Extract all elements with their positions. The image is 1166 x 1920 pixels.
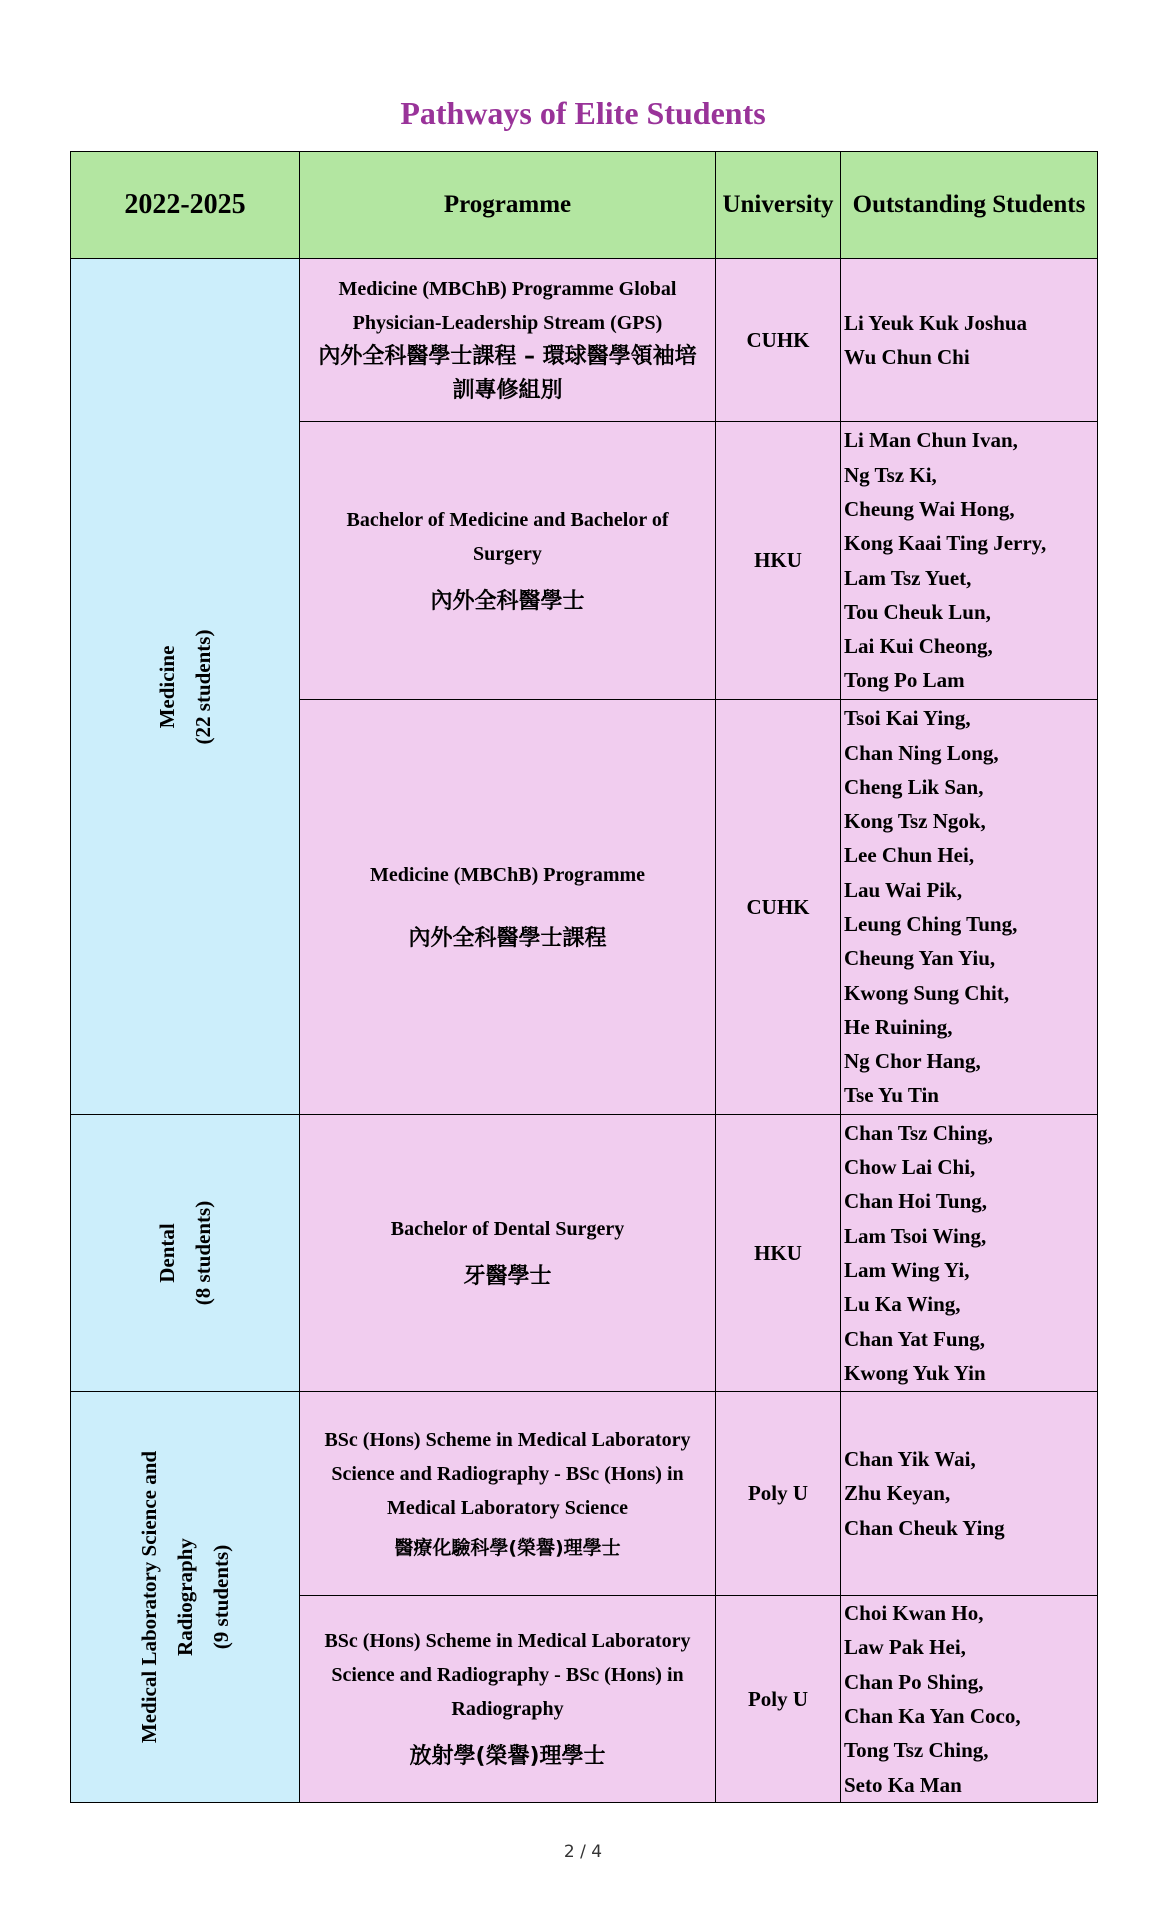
programme-name-en: Medicine (MBChB) Programme Global Physician-Leadership Stream (GPS) xyxy=(338,278,677,334)
students-cell xyxy=(841,1596,1098,1803)
programme-name-zh: 內外全科醫學士課程 xyxy=(408,926,607,951)
student-name: Kong Kaai Ting Jerry, xyxy=(844,531,1047,556)
pathways-table xyxy=(70,151,1098,1803)
student-name: Tsoi Kai Ying, xyxy=(844,706,971,731)
table-row xyxy=(71,1115,1098,1392)
student-name: Cheng Lik San, xyxy=(844,774,984,799)
category-count: (8 students) xyxy=(191,1200,215,1306)
programme-cell xyxy=(300,700,716,1115)
programme-name-en: Medicine (MBChB) Programme xyxy=(369,864,646,886)
student-name: Chan Yik Wai, xyxy=(844,1447,976,1472)
header-year: 2022-2025 xyxy=(71,152,300,259)
students-cell xyxy=(841,422,1098,700)
student-name: Kong Tsz Ngok, xyxy=(844,809,986,834)
programme-name-en: Bachelor of Dental Surgery xyxy=(390,1218,625,1240)
student-name: Choi Kwan Ho, xyxy=(844,1601,984,1626)
page-number: 2 / 4 xyxy=(563,1842,603,1862)
university-cell: Poly U xyxy=(716,1392,841,1596)
student-name: Chan Ka Yan Coco, xyxy=(844,1704,1021,1728)
student-name: Tse Yu Tin xyxy=(844,1083,939,1108)
programme-name-zh: 醫療化驗科學(榮譽)理學士 xyxy=(394,1536,621,1559)
university-cell: CUHK xyxy=(716,700,841,1115)
student-name: Chan Tsz Ching, xyxy=(844,1120,993,1145)
student-name: Chan Hoi Tung, xyxy=(844,1189,988,1214)
student-name: Li Man Chun Ivan, xyxy=(844,428,1018,453)
student-name: Chan Cheuk Ying xyxy=(844,1515,1005,1540)
student-name: Kwong Sung Chit, xyxy=(844,980,1010,1005)
page-title: Pathways of Elite Students xyxy=(400,95,766,131)
student-name: Lam Tsoi Wing, xyxy=(844,1223,987,1248)
student-name: Zhu Keyan, xyxy=(844,1481,951,1506)
category-medicine xyxy=(71,259,300,1115)
programme-cell xyxy=(300,259,716,422)
programme-cell xyxy=(300,422,716,700)
category-name: Medicine xyxy=(155,645,179,728)
student-name: Chan Po Shing, xyxy=(844,1669,984,1694)
student-name: Ng Chor Hang, xyxy=(844,1049,981,1074)
student-name: Cheung Yan Yiu, xyxy=(844,946,996,971)
students-cell xyxy=(841,1392,1098,1596)
programme-name-zh: 牙醫學士 xyxy=(463,1264,552,1289)
student-name: Law Pak Hei, xyxy=(844,1635,966,1660)
header-university: University xyxy=(716,152,841,259)
student-name: Lam Tsz Yuet, xyxy=(844,565,972,590)
students-cell xyxy=(841,700,1098,1115)
student-name: Lau Wai Pik, xyxy=(844,877,963,902)
student-name: Chan Ning Long, xyxy=(844,740,999,765)
university-cell: HKU xyxy=(716,422,841,700)
student-name: Tong Tsz Ching, xyxy=(844,1738,989,1763)
university-cell: HKU xyxy=(716,1115,841,1392)
programme-name-en: BSc (Hons) Scheme in Medical Laboratory Science and Radiography - BSc (Hons) in Medical Laboratory Science xyxy=(324,1428,691,1519)
student-name: Seto Ka Man xyxy=(844,1772,962,1797)
category-name-line1: Medical Laboratory Science and xyxy=(137,1450,161,1744)
category-count: (22 students) xyxy=(191,629,215,744)
student-name: Chan Yat Fung, xyxy=(844,1326,986,1351)
student-name: Li Yeuk Kuk Joshua xyxy=(844,310,1028,335)
student-name: Wu Chun Chi xyxy=(844,345,970,369)
category-name: Dental xyxy=(155,1223,179,1283)
student-name: Kwong Yuk Yin xyxy=(844,1360,986,1385)
student-name: Tong Po Lam xyxy=(844,668,965,693)
students-cell xyxy=(841,1115,1098,1392)
programme-name-en: BSc (Hons) Scheme in Medical Laboratory Science and Radiography - BSc (Hons) in Radiography xyxy=(324,1630,691,1720)
programme-cell xyxy=(300,1392,716,1596)
student-name: Lam Wing Yi, xyxy=(844,1258,970,1282)
student-name: Lu Ka Wing, xyxy=(844,1292,961,1317)
student-name: Lai Kui Cheong, xyxy=(844,634,993,659)
programme-cell xyxy=(300,1115,716,1392)
student-name: Cheung Wai Hong, xyxy=(844,496,1015,521)
programme-name-zh: 放射學(榮譽)理學士 xyxy=(409,1744,606,1769)
university-cell: Poly U xyxy=(716,1596,841,1803)
programme-name-zh: 內外全科醫學士課程 – 環球醫學領袖培訓專修組別 xyxy=(318,344,697,403)
student-name: Ng Tsz Ki, xyxy=(844,462,937,487)
student-name: Tou Cheuk Lun, xyxy=(844,599,991,624)
student-name: Leung Ching Tung, xyxy=(844,912,1018,936)
header-row xyxy=(71,152,1098,259)
category-dental xyxy=(71,1115,300,1392)
student-name: Lee Chun Hei, xyxy=(844,843,975,868)
header-students: Outstanding Students xyxy=(841,152,1098,259)
programme-name-zh: 內外全科醫學士 xyxy=(430,588,585,614)
student-name: He Ruining, xyxy=(844,1014,953,1039)
student-name: Chow Lai Chi, xyxy=(844,1155,976,1180)
programme-name-en: Bachelor of Medicine and Bachelor of Surgery xyxy=(346,508,669,565)
university-cell: CUHK xyxy=(716,259,841,422)
header-programme: Programme xyxy=(300,152,716,259)
category-mls-radiography xyxy=(71,1392,300,1803)
category-count: (9 students) xyxy=(209,1544,233,1650)
table-row xyxy=(71,1392,1098,1596)
programme-cell xyxy=(300,1596,716,1803)
students-cell xyxy=(841,259,1098,422)
category-name-line2: Radiography xyxy=(173,1538,197,1656)
table-row xyxy=(71,259,1098,422)
